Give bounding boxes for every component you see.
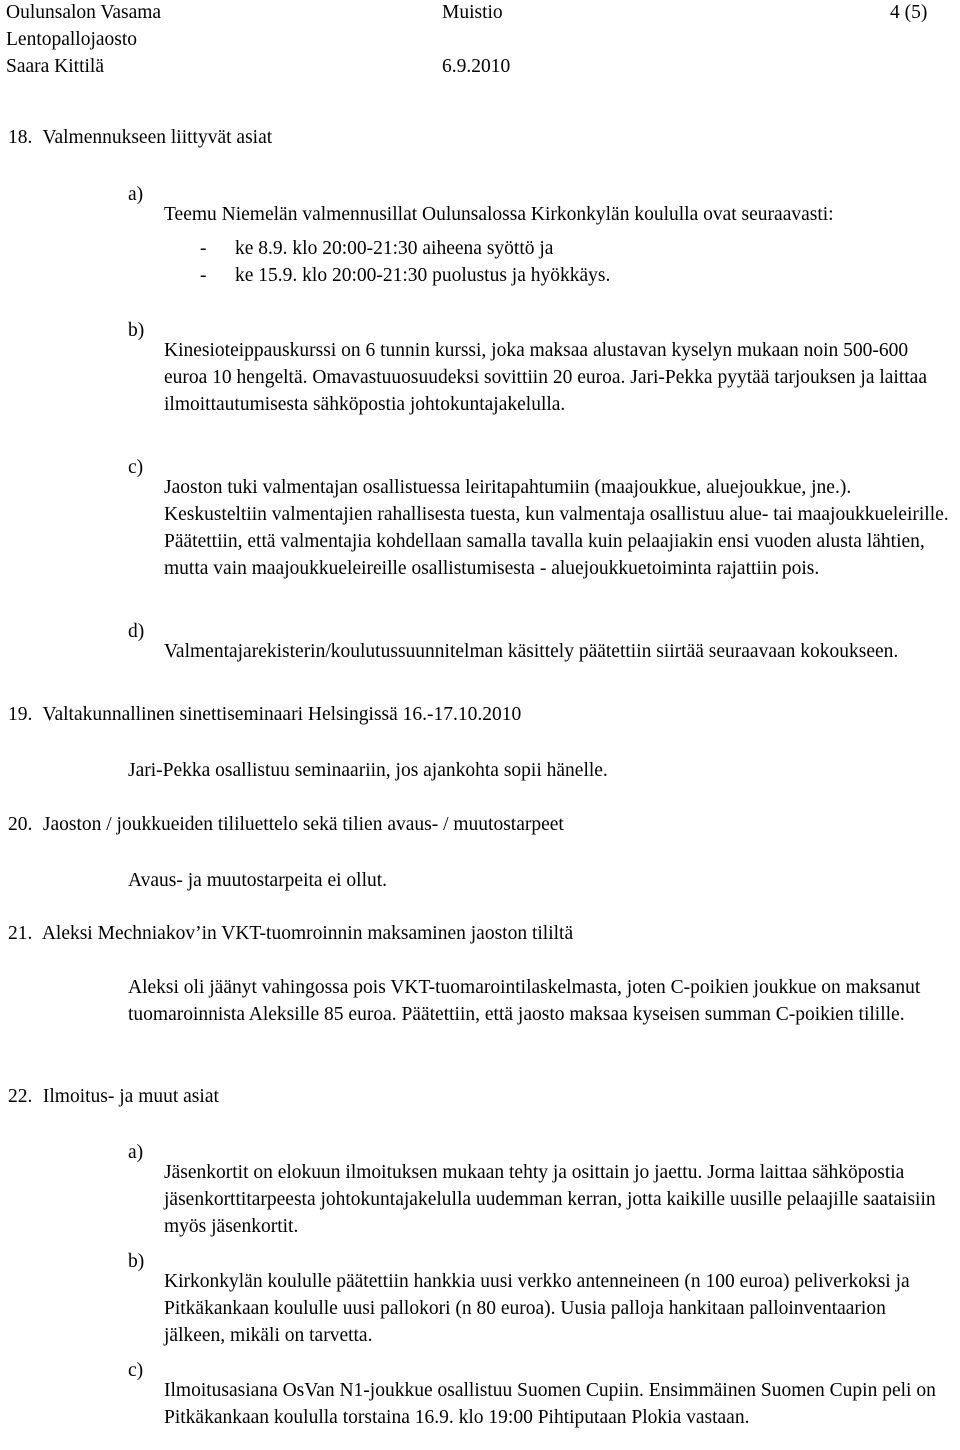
list-item-text: ke 15.9. klo 20:00-21:30 puolustus ja hyökkäys. (235, 265, 611, 286)
section-21-heading (8, 920, 948, 947)
section-18-item-c (128, 454, 950, 601)
section-18-list-item (200, 235, 553, 262)
section-21-body: Aleksi oli jäänyt vahingossa pois VKT-tuomarointilaskelmasta, joten C-poikien joukkue on maksanut tuomaroinnista Aleksille 85 euroa. Päätettiin, että jaosto maksaa kyseisen summan C-poikien tilille. (128, 977, 921, 1025)
item-label: b) (128, 1251, 145, 1272)
list-item-text: ke 8.9. klo 20:00-21:30 aiheena syöttö ja (235, 238, 554, 259)
section-22-item-a (128, 1139, 950, 1259)
section-22-item-c (128, 1357, 950, 1450)
header-page-number: 4 (5) (890, 2, 928, 23)
section-number: 21. (8, 923, 33, 944)
list-bullet: - (200, 238, 207, 259)
item-text: Jaoston tuki valmentajan osallistuessa leiritapahtumiin (maajoukkue, aluejoukkue, jne.). Keskusteltiin valmentajien rahallisesta tuesta, kun valmentaja osallistuu alue- tai maajoukkueleirille. Päätettiin, että valmentajia kohdellaan samalla tavalla kuin pelaajiakin ensi vuoden alusta lähtien, mutta vain maajoukkueleireille osallistumisesta - aluejoukkuetoiminta rajattiin pois. (164, 476, 949, 579)
section-title: Ilmoitus- ja muut asiat (42, 1086, 219, 1107)
item-label: a) (128, 184, 144, 205)
section-title: Jaoston / joukkueiden tililuettelo sekä tilien avaus- / muutostarpeet (42, 814, 564, 835)
item-label: a) (128, 1142, 144, 1163)
item-text: Kirkonkylän koululle päätettiin hankkia uusi verkko antenneineen (n 100 euroa) peliverkoksi ja Pitkäkankaan koululle uusi pallokori (n 80 euroa). Uusia palloja hankitaan palloinventaarion jälkeen, mikäli on tarvetta. (164, 1270, 910, 1346)
item-text: Valmentajarekisterin/koulutussuunnitelman käsittely päätettiin siirtää seuraavaan kokoukseen. (164, 640, 899, 662)
item-label: d) (128, 621, 145, 642)
header-doc-type: Muistio (442, 2, 503, 23)
section-18-heading (8, 124, 948, 151)
section-title: Valtakunnallinen sinettiseminaari Helsingissä 16.-17.10.2010 (42, 704, 522, 725)
header-author: Saara Kittilä (6, 56, 105, 77)
section-18-item-d (128, 618, 950, 684)
item-text: Teemu Niemelän valmennusillat Oulunsalossa Kirkonkylän koululla ovat seuraavasti: (164, 203, 834, 225)
item-text: Kinesioteippauskurssi on 6 tunnin kurssi, joka maksaa alustavan kyselyn mukaan noin 500-600 euroa 10 hengeltä. Omavastuuosuudeksi sovittiin 20 euroa. Jari-Pekka pyytää tarjouksen ja laittaa ilmoittautumisesta sähköpostia johtokuntajakelulla. (164, 339, 927, 415)
header-date: 6.9.2010 (442, 56, 511, 77)
item-text: Jäsenkortit on elokuun ilmoituksen mukaan tehty ja osittain jo jaettu. Jorma laittaa sähköpostia jäsenkorttitarpeesta johtokuntajakelulla uudemman kerran, jotta kaikille uusille pelaajille saataisiin myös jäsenkortit. (164, 1161, 936, 1237)
section-18-list-item (200, 262, 610, 289)
item-label: c) (128, 1360, 144, 1381)
header-department: Lentopallojaosto (6, 29, 138, 50)
section-19-body: Jari-Pekka osallistuu seminaariin, jos ajankohta sopii hänelle. (128, 760, 608, 781)
section-20-heading (8, 811, 948, 838)
list-bullet: - (200, 265, 207, 286)
section-22-heading (8, 1083, 948, 1110)
section-20-body: Avaus- ja muutostarpeita ei ollut. (128, 870, 388, 891)
section-19-heading (8, 701, 948, 728)
section-number: 20. (8, 814, 33, 835)
item-label: b) (128, 320, 145, 341)
section-number: 18. (8, 127, 33, 148)
item-label: c) (128, 457, 144, 478)
section-18-item-b (128, 317, 950, 437)
section-title: Valmennukseen liittyvät asiat (42, 127, 273, 148)
section-title: Aleksi Mechniakov’in VKT-tuomroinnin maksaminen jaoston tililtä (41, 923, 574, 944)
section-number: 19. (8, 704, 33, 725)
section-22-item-b (128, 1248, 950, 1368)
header-org: Oulunsalon Vasama (6, 2, 162, 23)
section-number: 22. (8, 1086, 33, 1107)
item-text: Ilmoitusasiana OsVan N1-joukkue osallistuu Suomen Cupiin. Ensimmäinen Suomen Cupin peli on Pitkäkankaan koululla torstaina 16.9. klo 19:00 Pihtiputaan Plokia vastaan. (164, 1379, 936, 1428)
